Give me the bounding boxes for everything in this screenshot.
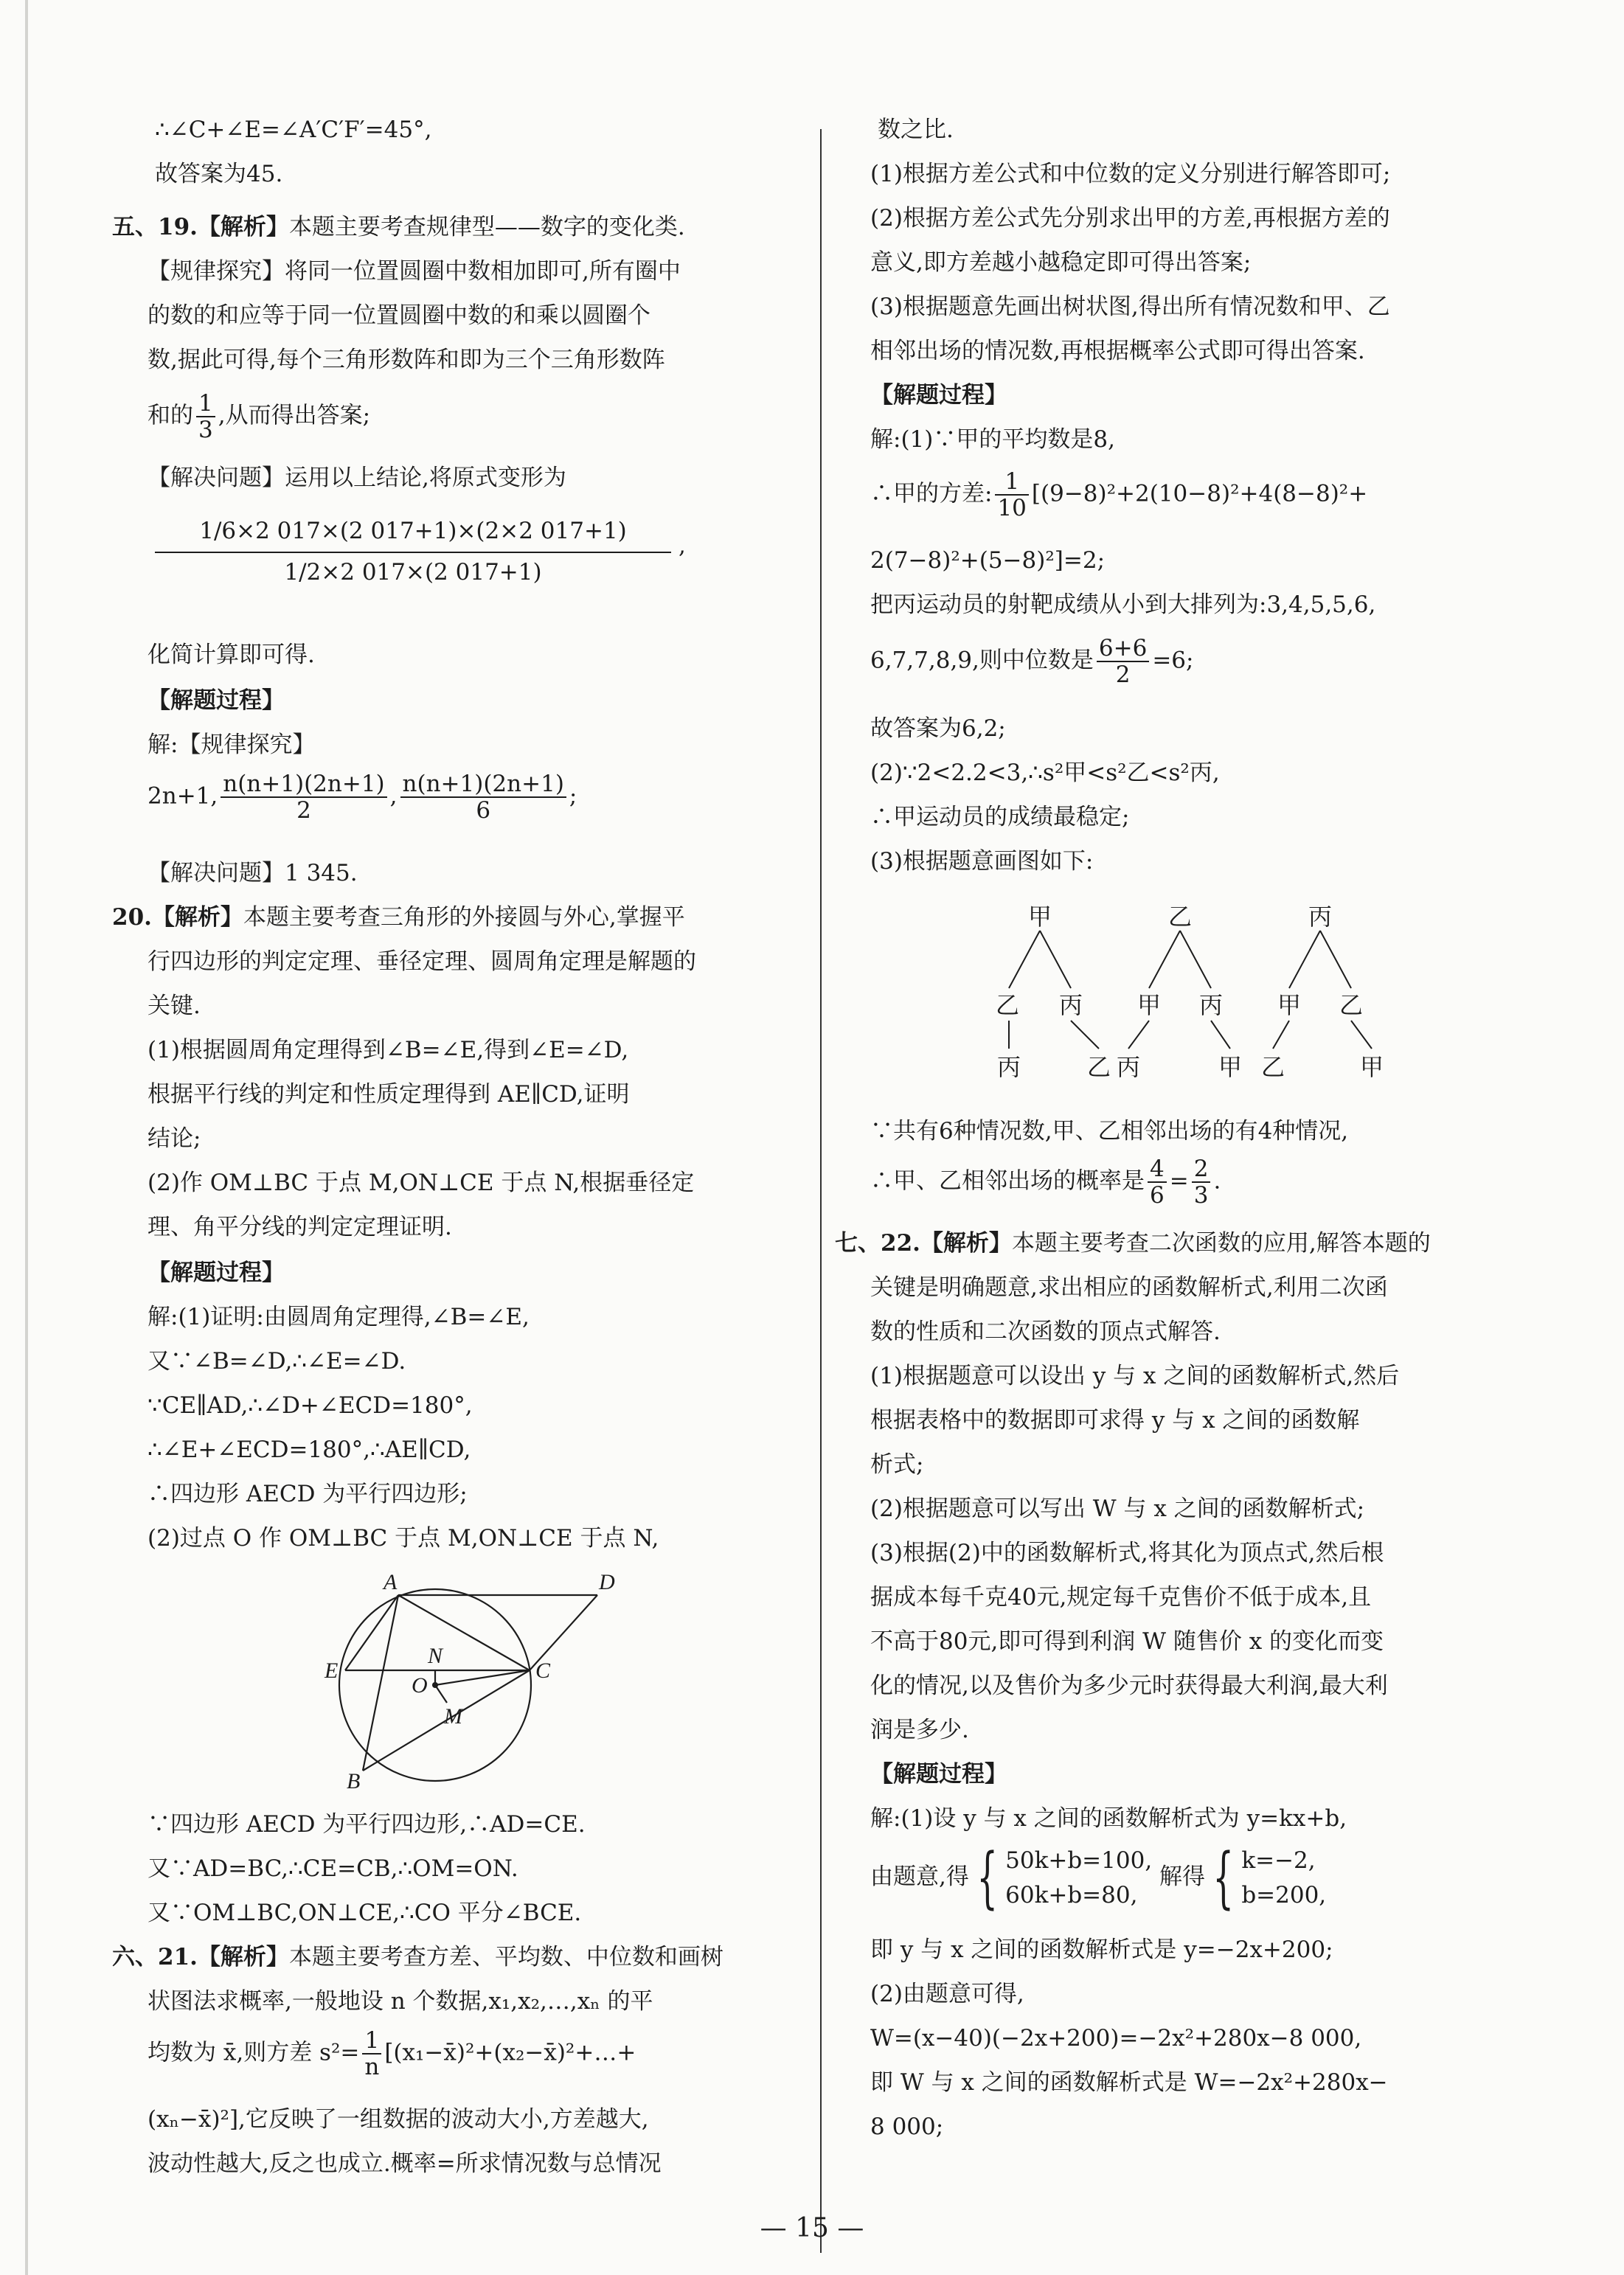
text-line: (2)根据题意可以写出 W 与 x 之间的函数解析式; [870, 1496, 1365, 1522]
text-line: 数之比. [878, 117, 954, 143]
tree-diagram [981, 901, 1512, 1100]
text-line: (3)根据题意先画出树状图,得出所有情况数和甲、乙 [870, 294, 1390, 320]
label-D: D [599, 1570, 615, 1594]
text-line: W=(x−40)(−2x+200)=−2x²+280x−8 000, [870, 2025, 1362, 2052]
numerator: 1 [995, 469, 1028, 496]
tree-leaf: 乙 [1261, 1053, 1285, 1081]
question-21-heading [112, 1942, 723, 1973]
question-number: 六、21. [112, 1944, 198, 1970]
fraction [196, 391, 215, 442]
text-line-with-fraction [870, 469, 1367, 521]
analysis-tag: 【解析】 [197, 1944, 289, 1970]
denominator: 2 [296, 797, 311, 824]
tree-node: 丙 [1059, 991, 1083, 1019]
text-line: 润是多少. [870, 1717, 969, 1743]
question-20-heading [112, 903, 685, 934]
fraction [362, 2028, 381, 2080]
text-line: 析式; [870, 1451, 924, 1478]
text-line-with-fraction [870, 636, 1193, 687]
denominator: 6 [476, 797, 491, 824]
text: = [1169, 1167, 1189, 1195]
text-line: 波动性越大,反之也成立.概率=所求情况数与总情况 [148, 2150, 662, 2177]
numerator: n(n+1)(2n+1) [400, 771, 566, 798]
text-line: 把丙运动员的射靶成绩从小到大排列为:3,4,5,5,6, [870, 591, 1376, 618]
label-C: C [535, 1659, 551, 1683]
text-line: 又∵OM⊥BC,ON⊥CE,∴CO 平分∠BCE. [148, 1900, 582, 1926]
text-line: (1)根据圆周角定理得到∠B=∠E,得到∠E=∠D, [148, 1037, 629, 1063]
denominator: 1/2×2 017×(2 017+1) [284, 558, 542, 586]
text-line: 的数的和应等于同一位置圆圈中数的和乘以圆圈个 [148, 302, 650, 329]
text-line-with-fraction [870, 1156, 1221, 1208]
segment-AC [398, 1595, 530, 1670]
tree-node: 甲 [1137, 991, 1162, 1019]
text-line: 8 000; [870, 2114, 944, 2140]
fraction [1148, 1156, 1167, 1208]
denominator: 6 [1150, 1182, 1165, 1209]
page-number: — 15 — [760, 2213, 864, 2243]
analysis-tag: 【解析】 [920, 1230, 1012, 1257]
solution-heading: 【解题过程】 [148, 687, 285, 714]
denominator: 3 [198, 417, 213, 444]
text-line: 解:(1)设 y 与 x 之间的函数解析式为 y=kx+b, [870, 1805, 1347, 1832]
text-line: 化简计算即可得. [148, 642, 315, 668]
text-line: (2)由题意可得, [870, 1981, 1024, 2007]
question-number: 五、19. [112, 214, 198, 240]
text: =6; [1152, 647, 1194, 674]
text-line: (2)过点 O 作 OM⊥BC 于点 M,ON⊥CE 于点 N, [148, 1525, 659, 1552]
tree-leaf: 甲 [1218, 1053, 1243, 1081]
text-line: 【解决问题】1 345. [148, 860, 358, 886]
segment-OC [435, 1670, 530, 1685]
text-line: (2)∵2<2.2<3,∴s²甲<s²乙<s²丙, [870, 760, 1220, 786]
text-line: ∴甲运动员的成绩最稳定; [870, 804, 1130, 830]
text: 均数为 x̄,则方差 s²= [148, 2039, 360, 2066]
numerator: 2 [1192, 1156, 1211, 1183]
text-line: 状图法求概率,一般地设 n 个数据,x₁,x₂,…,xₙ 的平 [148, 1988, 653, 2015]
text: ∴甲、乙相邻出场的概率是 [870, 1167, 1145, 1195]
text-line: 解:【规律探究】 [148, 732, 316, 758]
text-line-with-fraction [148, 391, 370, 442]
solution-heading: 【解题过程】 [870, 1761, 1007, 1788]
tree-node-root: 甲 [1028, 903, 1052, 931]
numerator: 1/6×2 017×(2 017+1)×(2×2 017+1) [155, 516, 671, 553]
question-22-heading [835, 1229, 1431, 1260]
fraction [400, 771, 566, 823]
tree-node: 丙 [1199, 991, 1224, 1019]
left-brace: { [976, 1838, 998, 1917]
equation: k=−2, [1241, 1847, 1316, 1874]
text-line: 解:(1)证明:由圆周角定理得,∠B=∠E, [148, 1304, 530, 1330]
text: ; [569, 782, 577, 810]
text-line: 关键是明确题意,求出相应的函数解析式,利用二次函 [870, 1274, 1388, 1301]
tree-node-root: 丙 [1308, 903, 1333, 931]
comma: , [679, 532, 686, 559]
fraction [1192, 1156, 1211, 1208]
text-line: 根据表格中的数据即可求得 y 与 x 之间的函数解 [870, 1407, 1360, 1434]
analysis-tag: 【解析】 [197, 214, 289, 240]
question-number: 20. [112, 904, 152, 931]
text-line: 化的情况,以及售价为多少元时获得最大利润,最大利 [870, 1673, 1388, 1699]
tree-node: 乙 [996, 991, 1020, 1019]
segment-OM [435, 1685, 447, 1703]
text-line: 2(7−8)²+(5−8)²]=2; [870, 547, 1106, 574]
text: 本题主要考查方差、平均数、中位数和画树 [288, 1944, 723, 1970]
text: 本题主要考查二次函数的应用,解答本题的 [1011, 1230, 1431, 1257]
text-line: (1)根据方差公式和中位数的定义分别进行解答即可; [870, 161, 1391, 187]
text: ∴甲的方差: [870, 480, 993, 507]
denominator: n [364, 2054, 380, 2081]
text-line: ∵共有6种情况数,甲、乙相邻出场的有4种情况, [870, 1118, 1349, 1145]
tree-leaf: 丙 [1117, 1053, 1141, 1081]
text: [(9−8)²+2(10−8)²+4(8−8)²+ [1031, 480, 1368, 507]
label-M: M [444, 1704, 462, 1729]
text-line: 相邻出场的情况数,再根据概率公式即可得出答案. [870, 338, 1365, 364]
question-19-heading [112, 212, 685, 243]
numerator: 1 [196, 391, 215, 417]
text-line: (2)作 OM⊥BC 于点 M,ON⊥CE 于点 N,根据垂径定 [148, 1170, 695, 1196]
text: . [1213, 1167, 1221, 1195]
text: 和的 [148, 402, 193, 429]
tree-node-root: 乙 [1168, 903, 1193, 931]
numerator: 4 [1148, 1156, 1167, 1183]
equation: 60k+b=80, [1005, 1881, 1138, 1908]
denominator: 3 [1193, 1182, 1209, 1209]
solution-system [1241, 1844, 1326, 1912]
numerator: 1 [362, 2028, 381, 2055]
text-line: 关键. [148, 993, 201, 1019]
text: 解得 [1159, 1864, 1206, 1890]
label-E: E [325, 1659, 339, 1683]
text-line: 即 W 与 x 之间的函数解析式是 W=−2x²+280x− [870, 2069, 1388, 2096]
text-line: (3)根据题意画图如下: [870, 848, 1094, 875]
text: [(x₁−x̄)²+(x₂−x̄)²+…+ [384, 2039, 636, 2066]
fraction [221, 771, 386, 823]
equation-system-line [870, 1838, 1327, 1917]
text-line: 行四边形的判定定理、垂径定理、圆周角定理是解题的 [148, 948, 696, 975]
text-line: 故答案为45. [155, 161, 283, 187]
text-line: 意义,即方差越小越稳定即可得出答案; [870, 249, 1252, 276]
question-number: 七、22. [835, 1230, 920, 1257]
tree-node: 甲 [1277, 991, 1302, 1019]
text: 本题主要考查规律型——数字的变化类. [288, 214, 685, 240]
numerator: n(n+1)(2n+1) [221, 771, 386, 798]
denominator: 10 [997, 495, 1027, 522]
text-line-with-fraction [148, 2028, 636, 2080]
label-N: N [428, 1644, 443, 1668]
left-brace: { [1212, 1838, 1234, 1917]
text-line: 理、角平分线的判定定理证明. [148, 1214, 452, 1240]
text-line: ∵四边形 AECD 为平行四边形,∴AD=CE. [148, 1811, 586, 1838]
text-line: 【解决问题】运用以上结论,将原式变形为 [148, 465, 566, 491]
text-line: ∵CE∥AD,∴∠D+∠ECD=180°, [148, 1392, 473, 1419]
tree-leaf: 丙 [997, 1053, 1021, 1081]
text-line: ∴∠C+∠E=∠A′C′F′=45°, [155, 117, 432, 143]
text-line: 据成本每千克40元,规定每千克售价不低于成本,且 [870, 1584, 1372, 1611]
text-line: 解:(1)∵甲的平均数是8, [870, 426, 1115, 453]
big-fraction [155, 516, 671, 588]
denominator: 2 [1115, 661, 1131, 689]
equation-system [1005, 1844, 1152, 1912]
text-line: 数的性质和二次函数的顶点式解答. [870, 1319, 1221, 1345]
text-line: 【规律探究】将同一位置圆圈中数相加即可,所有圈中 [148, 258, 681, 285]
text-line: 又∵AD=BC,∴CE=CB,∴OM=ON. [148, 1855, 518, 1882]
text-line: (2)根据方差公式先分别求出甲的方差,再根据方差的 [870, 205, 1390, 232]
text-line: 数,据此可得,每个三角形数阵和即为三个三角形数阵 [148, 347, 665, 373]
equation: 50k+b=100, [1005, 1847, 1153, 1874]
analysis-tag: 【解析】 [151, 904, 243, 931]
formula-line [148, 771, 577, 823]
tree-leaf: 甲 [1360, 1053, 1384, 1081]
fraction [995, 469, 1028, 521]
label-B: B [347, 1769, 361, 1793]
text-line: 根据平行线的判定和性质定理得到 AE∥CD,证明 [148, 1081, 630, 1108]
text-line: 又∵∠B=∠D,∴∠E=∠D. [148, 1348, 406, 1375]
text: 本题主要考查三角形的外接圆与外心,掌握平 [243, 904, 685, 931]
text: 6,7,7,8,9,则中位数是 [870, 647, 1094, 674]
geometry-figure [325, 1567, 634, 1793]
label-O: O [412, 1673, 428, 1698]
text-line: (3)根据(2)中的函数解析式,将其化为顶点式,然后根 [870, 1540, 1384, 1566]
solution-heading: 【解题过程】 [148, 1260, 285, 1286]
text-line: 即 y 与 x 之间的函数解析式是 y=−2x+200; [870, 1937, 1333, 1963]
solution-heading: 【解题过程】 [870, 382, 1007, 409]
label-A: A [384, 1570, 398, 1594]
center-point [432, 1682, 438, 1688]
tree-node: 乙 [1339, 991, 1364, 1019]
fraction [1097, 636, 1149, 687]
numerator: 6+6 [1097, 636, 1149, 662]
text-line: (xₙ−x̄)²],它反映了一组数据的波动大小,方差越大, [148, 2106, 649, 2133]
text: , [389, 782, 398, 810]
text-line: ∴∠E+∠ECD=180°,∴AE∥CD, [148, 1437, 471, 1463]
equation: b=200, [1241, 1881, 1327, 1908]
text: 2n+1, [148, 782, 218, 810]
text: ,从而得出答案; [218, 402, 371, 429]
text: 由题意,得 [870, 1864, 969, 1890]
text-line: 故答案为6,2; [870, 715, 1006, 742]
scan-edge [25, 0, 28, 2275]
text-line: 结论; [148, 1125, 201, 1152]
text-line: (1)根据题意可以设出 y 与 x 之间的函数解析式,然后 [870, 1363, 1400, 1389]
tree-leaf: 乙 [1087, 1053, 1111, 1081]
text-line: ∴四边形 AECD 为平行四边形; [148, 1481, 468, 1507]
text-line: 不高于80元,即可得到利润 W 随售价 x 的变化而变 [870, 1628, 1384, 1655]
column-divider [820, 129, 822, 2253]
